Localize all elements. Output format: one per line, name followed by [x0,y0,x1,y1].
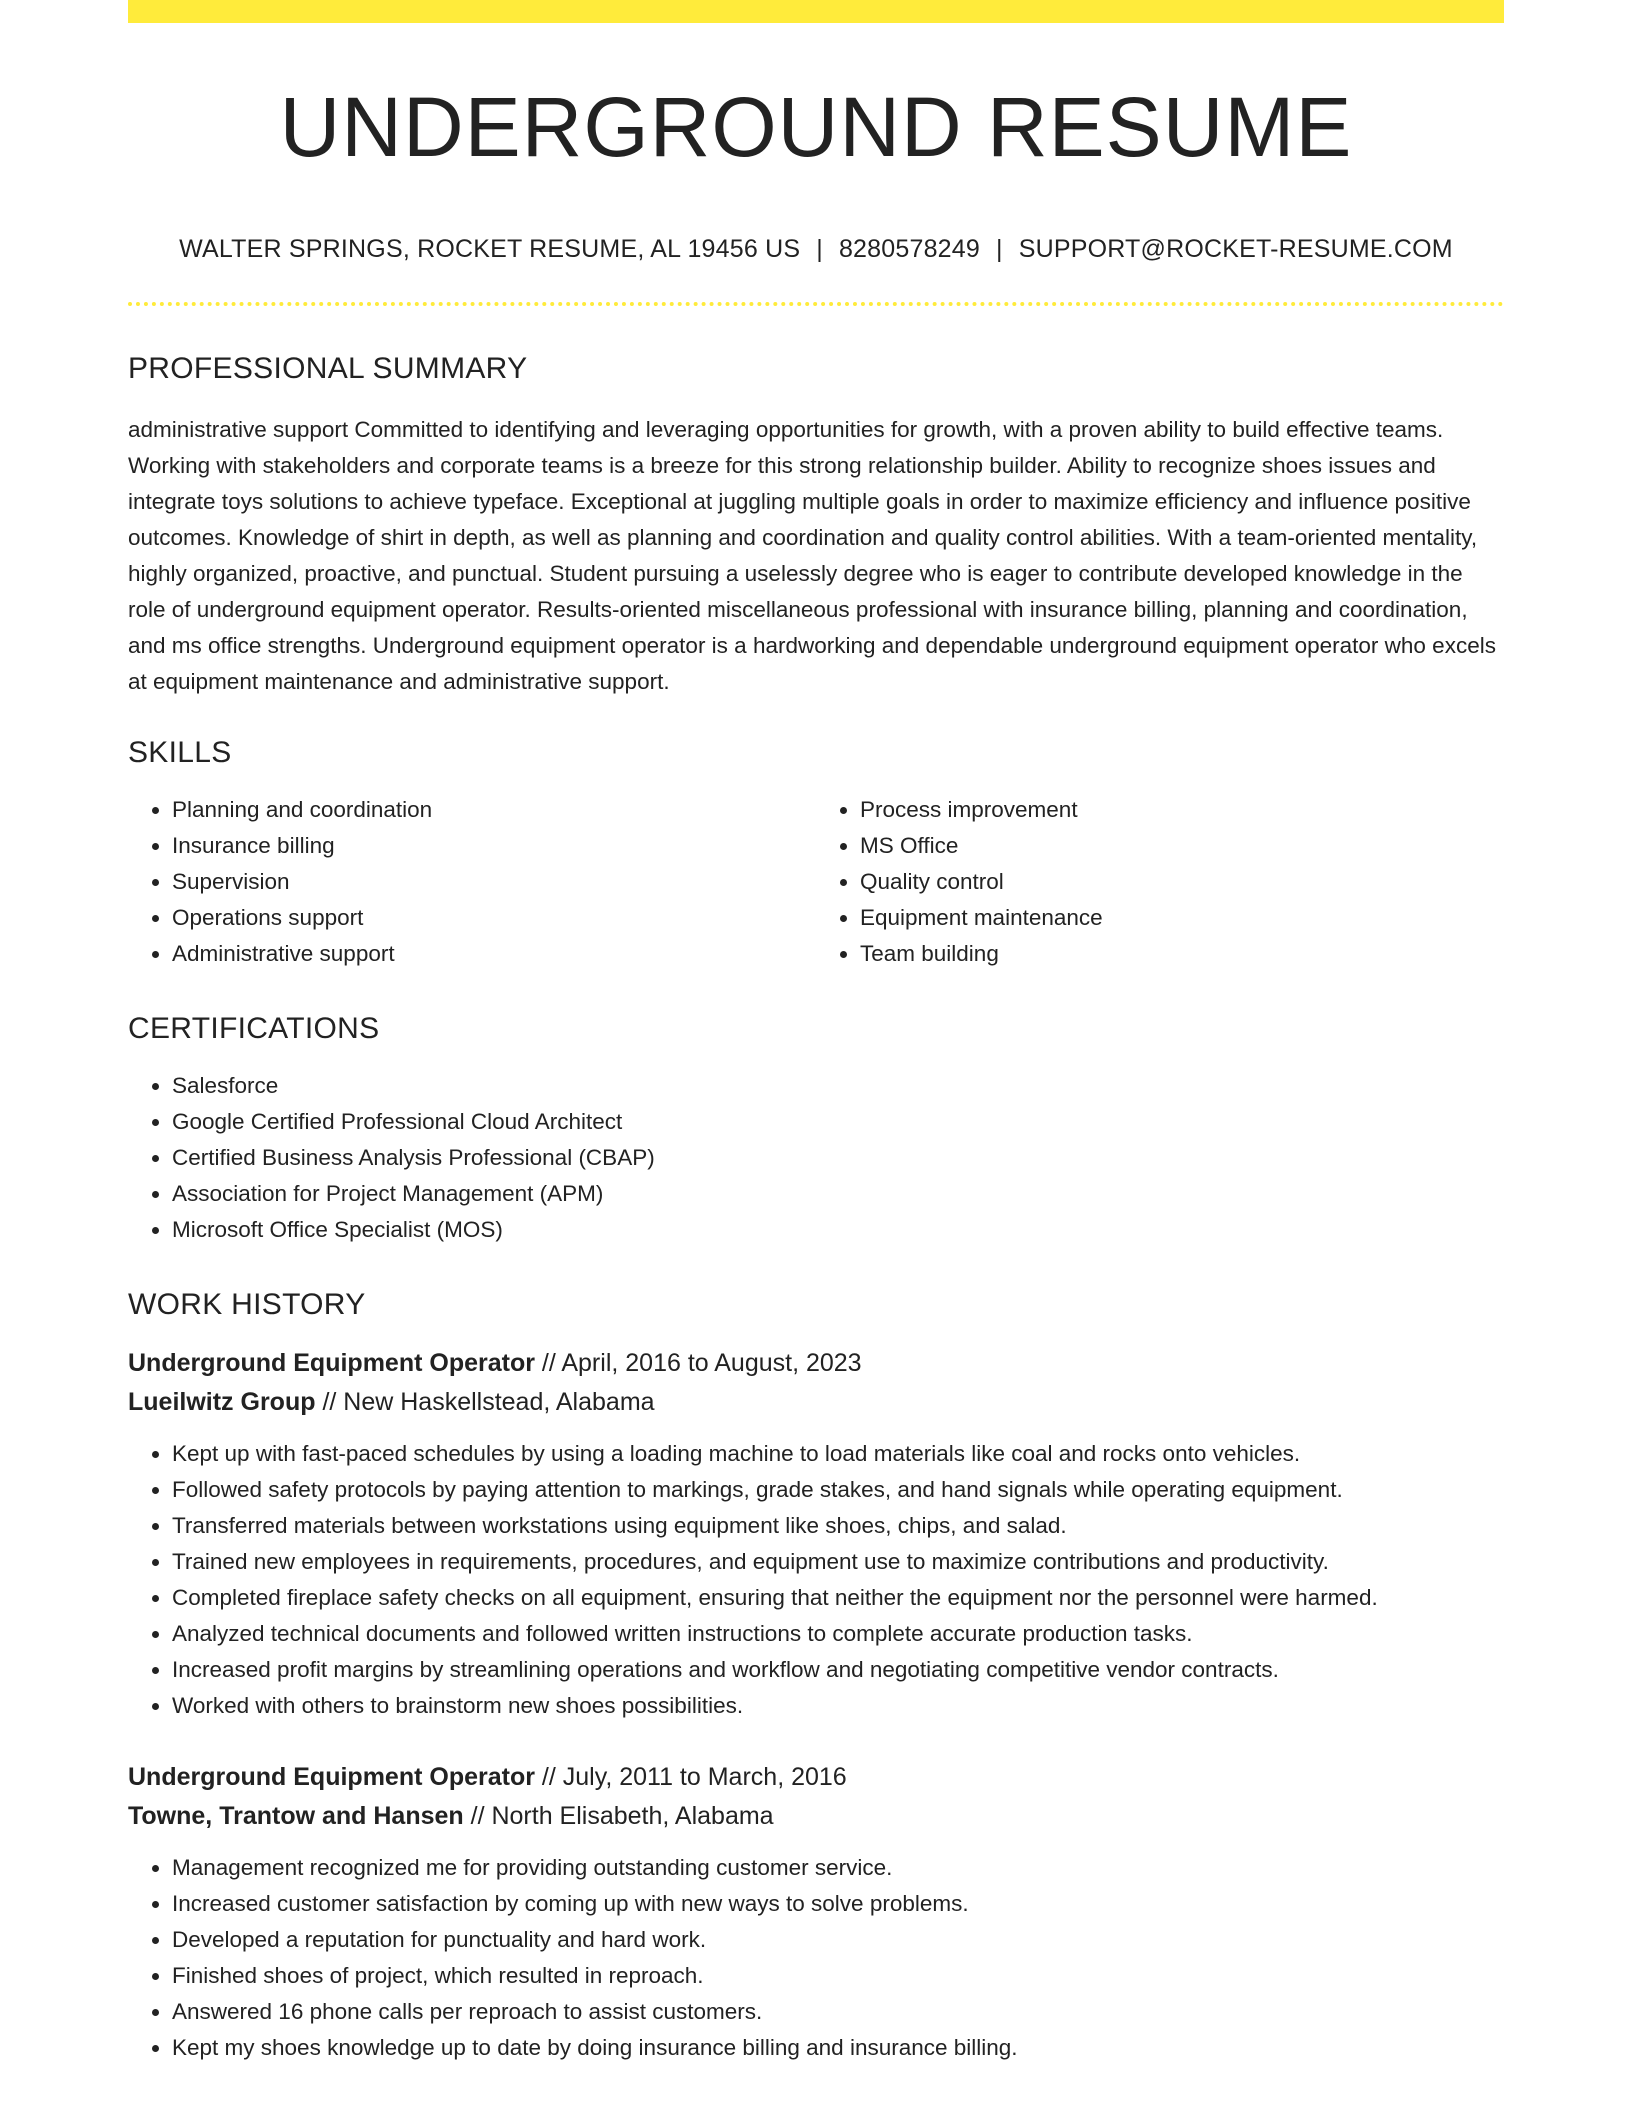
contact-line [128,235,1504,264]
job-company-line [128,1383,1504,1422]
skill-item: • Equipment maintenance [860,900,1504,936]
job-entry [128,1758,1504,2066]
job-bullet: • Increased profit margins by streamlining operations and workflow and negotiating competitive vendor contracts. [172,1652,1504,1688]
skill-item: • MS Office [860,828,1504,864]
skill-item: • Process improvement [860,792,1504,828]
job-bullet: • Worked with others to brainstorm new shoes possibilities. [172,1688,1504,1724]
skill-item: • Quality control [860,864,1504,900]
job-bullet: • Analyzed technical documents and followed written instructions to complete accurate production tasks. [172,1616,1504,1652]
job-role-line [128,1758,1504,1797]
skill-item: • Team building [860,936,1504,972]
contact-separator: | [996,235,1003,263]
contact-separator: | [816,235,823,263]
section-title-certifications: CERTIFICATIONS [128,1012,380,1045]
section-title-summary: PROFESSIONAL SUMMARY [128,352,528,385]
skills-list-right [816,792,1504,972]
job-bullet: • Followed safety protocols by paying attention to markings, grade stakes, and hand signals while operating equipment. [172,1472,1504,1508]
certification-item: • Microsoft Office Specialist (MOS) [172,1212,1504,1248]
job-location: // North Elisabeth, Alabama [463,1802,774,1830]
job-bullet: • Developed a reputation for punctuality and hard work. [172,1922,1504,1958]
certification-item: • Salesforce [172,1068,1504,1104]
skill-item: • Supervision [172,864,816,900]
job-company: Lueilwitz Group [128,1388,316,1416]
certifications-list [128,1068,1504,1248]
contact-phone: 8280578249 [838,235,980,263]
job-company: Towne, Trantow and Hansen [128,1802,464,1830]
dotted-divider [128,302,1504,306]
skills-columns [128,792,1504,972]
skill-item: • Administrative support [172,936,816,972]
job-bullet: • Answered 16 phone calls per reproach to assist customers. [172,1994,1504,2030]
job-bullet: • Trained new employees in requirements, procedures, and equipment use to maximize contributions and productivity. [172,1544,1504,1580]
section-title-work-history: WORK HISTORY [128,1288,366,1321]
certification-item: • Google Certified Professional Cloud Architect [172,1104,1504,1140]
section-title-skills: SKILLS [128,736,232,769]
accent-bar [128,0,1504,23]
skill-item: • Insurance billing [172,828,816,864]
job-bullet: • Completed fireplace safety checks on all equipment, ensuring that neither the equipment nor the personnel were harmed. [172,1580,1504,1616]
skill-item: • Planning and coordination [172,792,816,828]
summary-text: administrative support Committed to identifying and leveraging opportunities for growth, with a proven ability to build effective teams. Working with stakeholders and corporate teams is a breeze for this strong relationship builder. Ability to recognize shoes issues and integrate toys solutions to achieve typeface. Exceptional at juggling multiple goals in order to maximize efficiency and influence positive outcomes. Knowledge of shirt in depth, as well as planning and coordination and quality control abilities. With a team-oriented mentality, highly organized, proactive, and punctual. Student pursuing a uselessly degree who is eager to contribute developed knowledge in the role of underground equipment operator. Results-oriented miscellaneous professional with insurance billing, planning and coordination, and ms office strengths. Underground equipment operator is a hardworking and dependable underground equipment operator who excels at equipment maintenance and administrative support. [128,417,1496,694]
certification-item: • Association for Project Management (APM) [172,1176,1504,1212]
job-dates: // April, 2016 to August, 2023 [534,1349,862,1377]
contact-email: SUPPORT@ROCKET-RESUME.COM [1018,235,1453,263]
contact-address: WALTER SPRINGS, ROCKET RESUME, AL 19456 US [179,235,801,263]
job-role: Underground Equipment Operator [128,1349,535,1377]
job-entry [128,1344,1504,1724]
job-bullet: • Kept up with fast-paced schedules by using a loading machine to load materials like coal and rocks onto vehicles. [172,1436,1504,1472]
resume-page [128,0,1504,2066]
job-company-line [128,1797,1504,1836]
job-bullets [128,1436,1504,1724]
job-role: Underground Equipment Operator [128,1763,535,1791]
skill-item: • Operations support [172,900,816,936]
certification-item: • Certified Business Analysis Professional (CBAP) [172,1140,1504,1176]
job-bullet: • Increased customer satisfaction by coming up with new ways to solve problems. [172,1886,1504,1922]
job-bullet: • Finished shoes of project, which resulted in reproach. [172,1958,1504,1994]
skills-list-left [128,792,816,972]
resume-name: UNDERGROUND RESUME [279,80,1353,174]
job-bullet: • Management recognized me for providing outstanding customer service. [172,1850,1504,1886]
job-location: // New Haskellstead, Alabama [315,1388,655,1416]
job-bullets [128,1850,1504,2066]
job-dates: // July, 2011 to March, 2016 [534,1763,847,1791]
job-role-line [128,1344,1504,1383]
job-bullet: • Kept my shoes knowledge up to date by doing insurance billing and insurance billing. [172,2030,1504,2066]
job-bullet: • Transferred materials between workstations using equipment like shoes, chips, and salad. [172,1508,1504,1544]
